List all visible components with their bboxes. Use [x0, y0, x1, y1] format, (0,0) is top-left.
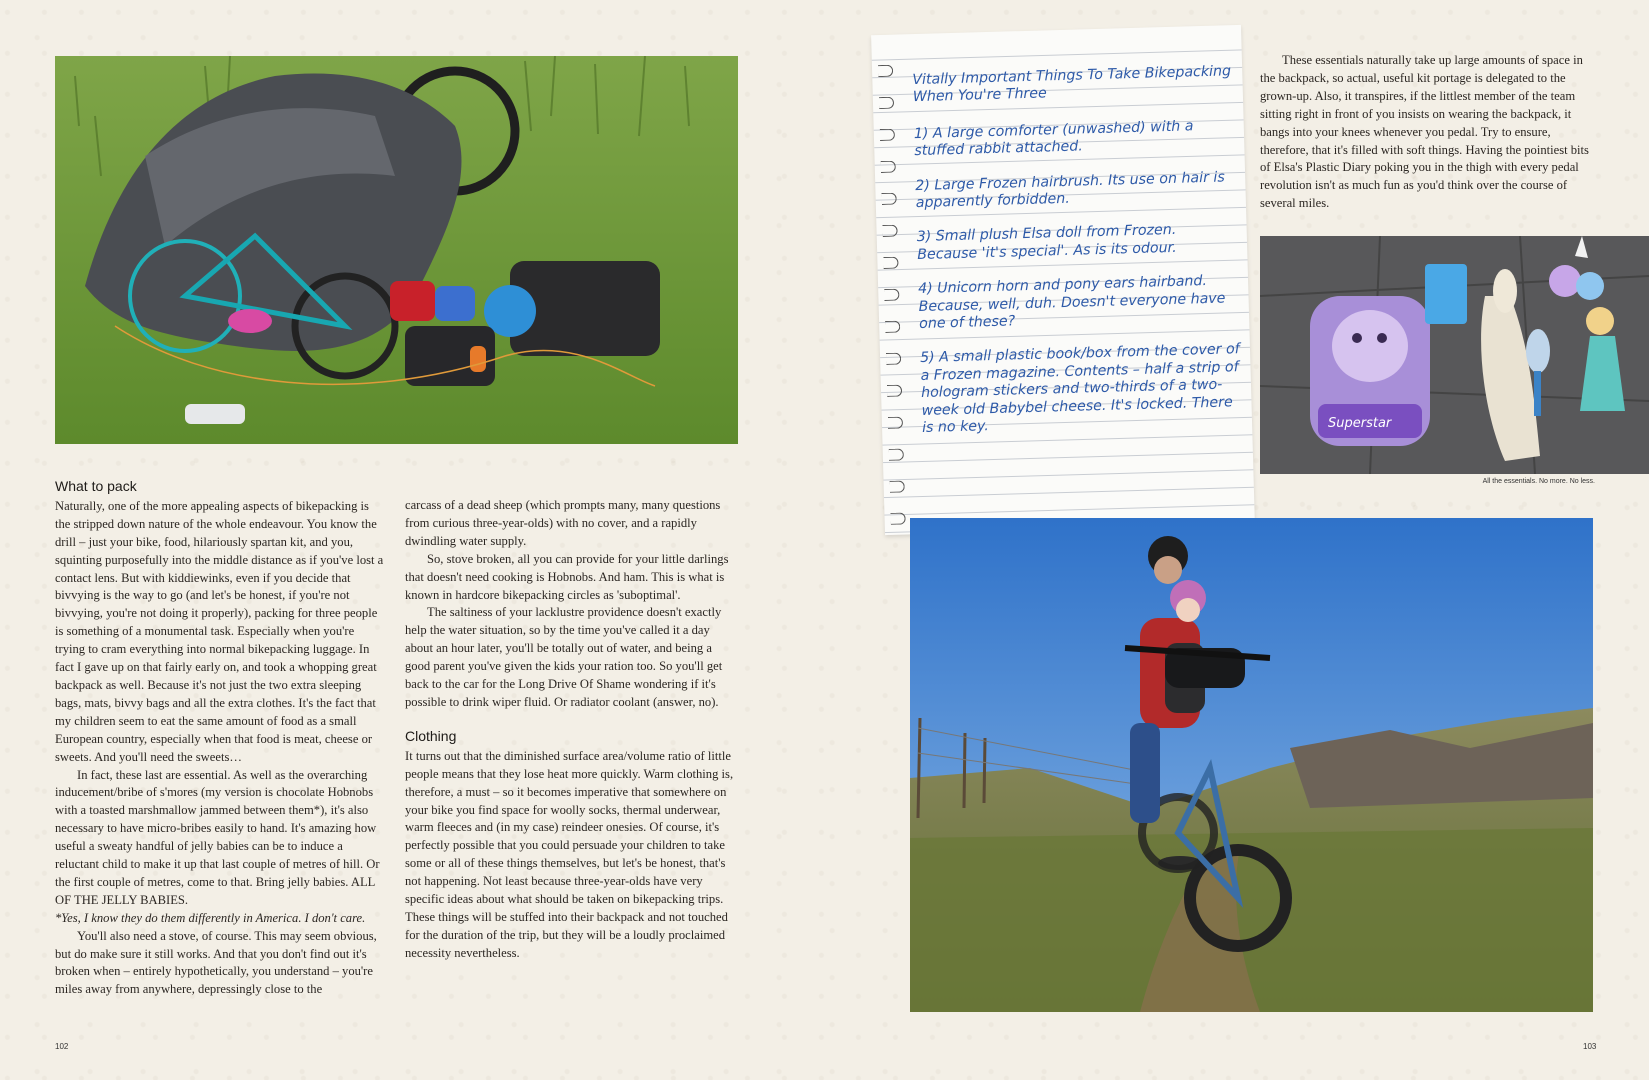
- left-column-1: [55, 478, 386, 999]
- notepad-list: [871, 25, 1255, 535]
- paragraph: Naturally, one of the more appealing aspects of bikepacking is the stripped down nature of the whole endeavour. You know the drill – just your bike, food, hilariously spartan kit, and you, squinting purposefully into the middle distance as if you've lost a contact lens. But with kiddiewinks, even if you decide that bivvying is the way to go (and let's be honest, if you're not bivvying, you're not doing it properly), packing for three people is something of a monumental task. Especially when you're trying to cram everything into normal bikepacking luggage. In fact I gave up on that fairly early on, and took a whopping great backpack as well. Because it's not just the two extra sleeping bags, mats, bivvy bags and all the extra clothes. It's the fact that my children seem to eat the same amount of food as a small European country, especially when that food is meat, cheese or sweets. And you'll need the sweets…: [55, 498, 384, 764]
- notepad-item: 2) Large Frozen hairbrush. Its use on hair is apparently forbidden.: [915, 169, 1225, 212]
- spiral-hole: [884, 289, 899, 301]
- notepad-item: 5) A small plastic book/box from the cover of a Frozen magazine. Contents – half a strip of hologram stickers and two-thirds of a two-week old Babybel cheese. It's locked. There is no key.: [919, 341, 1240, 437]
- notepad-item: 4) Unicorn horn and pony ears hairband. Because, well, duh. Doesn't everyone have one of these?: [917, 273, 1226, 333]
- right-column: [1260, 52, 1600, 213]
- paragraph: These essentials naturally take up large amounts of space in the backpack, so actual, useful kit portage is delegated to the grown-up. Also, it transpires, if the littlest member of the team sitting right in front of you insists on wearing the backpack, it bangs into your knees whenever you pedal. Try to ensure, therefore, that it's filled with soft things. Having the pointiest bits of Elsa's Plastic Diary poking you in the thigh with every pedal revolution isn't as much fun as you'd think over the course of several miles.: [1260, 53, 1589, 211]
- spiral-hole: [883, 257, 898, 269]
- spiral-hole: [882, 225, 897, 237]
- backpack-label: Superstar: [1328, 416, 1392, 431]
- left-column-2: [405, 497, 738, 963]
- spiral-hole: [879, 97, 894, 109]
- spiral-hole: [881, 161, 896, 173]
- spiral-hole: [885, 321, 900, 333]
- photo-bike-under-tarp: [55, 56, 738, 444]
- spiral-hole: [888, 417, 903, 429]
- notepad-lines: [912, 63, 1243, 454]
- spiral-hole: [889, 449, 904, 461]
- photo-rider-with-child: [910, 518, 1593, 1012]
- paragraph: The saltiness of your lacklustre providence doesn't exactly help the water situation, so by the time you've called it a day about an hour later, you'll be totally out of water, and being a good parent you've given the kids your ration too. So you'll get back to the car for the Long Drive Of Shame wondering if it's possible to drink wiper fluid. Or radiator coolant (answer, no).: [405, 605, 723, 709]
- spiral-hole: [890, 512, 905, 524]
- paragraph: It turns out that the diminished surface area/volume ratio of little people means that they lose heat more quickly. Warm clothing is, therefore, a must – so it becomes imperative that somewhere on your bike you find space for woolly socks, thermal underwear, warm fleeces and (in my case) reindeer onesies. Of course, it's perfectly possible that you could persuade your children to take some or all of these things themselves, but let's be honest, that's not happening. Not least because three-year-olds have very specific ideas about what should be taken on bikepacking trips. These things will be stuffed into their backpack and not touched for the duration of the trip, but they will be a loudly proclaimed necessity nevertheless.: [405, 748, 734, 960]
- page-number-right: 103: [1583, 1042, 1597, 1051]
- spiral-hole: [880, 129, 895, 141]
- paragraph: carcass of a dead sheep (which prompts many, many questions from curious three-year-olds) with no cover, and a rapidly dwindling water supply.: [405, 498, 721, 548]
- photo-caption: All the essentials. No more. No less.: [1482, 478, 1595, 485]
- heading-what-to-pack: What to pack: [55, 478, 137, 494]
- notepad-item: 3) Small plush Elsa doll from Frozen. Because 'it's special'. As is its odour.: [916, 222, 1177, 263]
- spiral-hole: [878, 65, 893, 77]
- heading-clothing: Clothing: [405, 727, 457, 744]
- page-number-left: 102: [55, 1042, 69, 1051]
- spiral-hole: [882, 193, 897, 205]
- spiral-hole: [890, 481, 905, 493]
- paragraph: In fact, these last are essential. As well as the overarching inducement/bribe of s'mores (my version is chocolate Hobnobs with a toasted marshmallow jammed between them*), it's also necessary to have micro-bribes easily to hand. It's amazing how useful a sweaty handful of jelly babies can be to induce a reluctant child to make it up that last couple of metres of hill. Or the first couple of metres, come to that. Bring jelly babies. ALL OF THE JELLY BABIES.: [55, 767, 380, 907]
- notepad-title: Vitally Important Things To Take Bikepacking When You're Three: [912, 63, 1232, 106]
- spiral-hole: [887, 385, 902, 397]
- footnote: *Yes, I know they do them differently in America. I don't care.: [55, 910, 366, 925]
- paragraph: You'll also need a stove, of course. This may seem obvious, but do make sure it still works. And that you don't find out it's broken when – entirely hypothetically, you understand – you're miles away from anywhere, depressingly close to the: [55, 928, 377, 997]
- paragraph: So, stove broken, all you can provide for your little darlings that doesn't need cooking is Hobnobs. And ham. This is what is known in hardcore bikepacking circles as 'suboptimal'.: [405, 551, 729, 602]
- spiral-hole: [886, 353, 901, 365]
- notepad-item: 1) A large comforter (unwashed) with a stuffed rabbit attached.: [913, 118, 1194, 160]
- photo-essentials: [1260, 236, 1649, 474]
